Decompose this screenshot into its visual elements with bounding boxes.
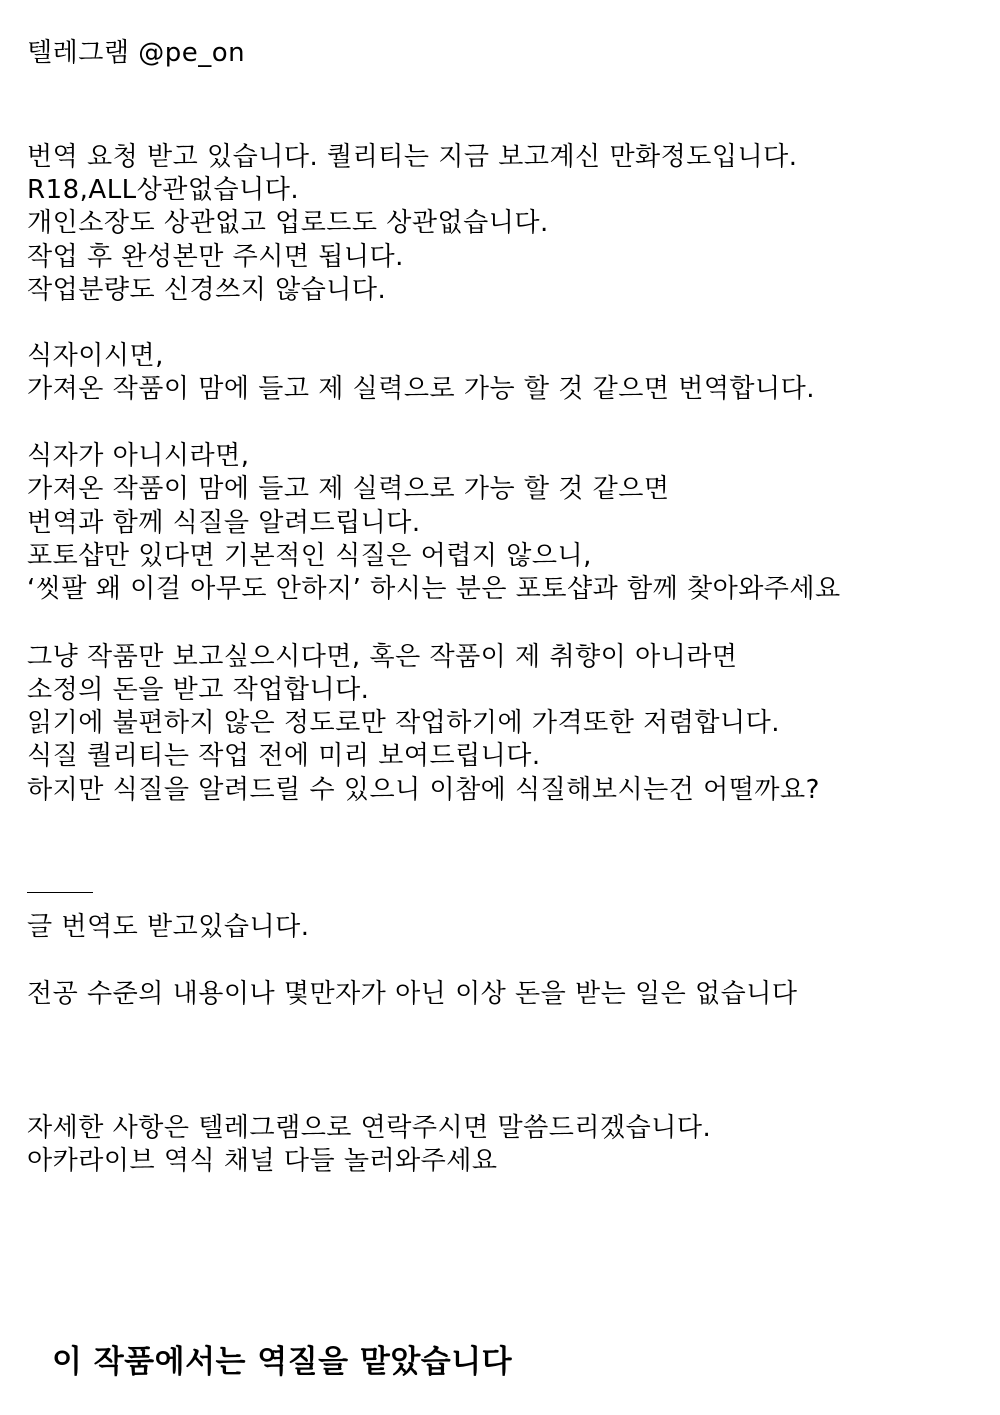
intro-line-5: 작업분량도 신경쓰지 않습니다. bbox=[27, 275, 387, 305]
paid-line-3: 읽기에 불편하지 않은 정도로만 작업하기에 가격또한 저렴합니다. bbox=[27, 708, 780, 738]
non-typesetter-line-2: 가져온 작품이 맘에 들고 제 실력으로 가능 할 것 같으면 bbox=[27, 474, 670, 504]
non-typesetter-line-5: ‘씻팔 왜 이걸 아무도 안하지’ 하시는 분은 포토샵과 함께 찾아와주세요 bbox=[27, 574, 841, 604]
non-typesetter-line-1: 식자가 아니시라면, bbox=[27, 441, 250, 471]
credit-footer: 이 작품에서는 역질을 맡았습니다 bbox=[52, 1344, 513, 1380]
text-translation-line-2: 전공 수준의 내용이나 몇만자가 아닌 이상 돈을 받는 일은 없습니다 bbox=[27, 979, 798, 1009]
non-typesetter-line-3: 번역과 함께 식질을 알려드립니다. bbox=[27, 508, 421, 538]
paid-line-4: 식질 퀄리티는 작업 전에 미리 보여드립니다. bbox=[27, 741, 541, 771]
intro-line-3: 개인소장도 상관없고 업로드도 상관없습니다. bbox=[27, 208, 549, 238]
text-translation-line-1: 글 번역도 받고있습니다. bbox=[27, 912, 310, 942]
contact-line-1: 자세한 사항은 텔레그램으로 연락주시면 말씀드리겠습니다. bbox=[27, 1113, 712, 1143]
intro-line-4: 작업 후 완성본만 주시면 됩니다. bbox=[27, 242, 404, 272]
non-typesetter-line-4: 포토샵만 있다면 기본적인 식질은 어렵지 않으니, bbox=[27, 541, 592, 571]
paid-line-5: 하지만 식질을 알려드릴 수 있으니 이참에 식질해보시는건 어떨까요? bbox=[27, 775, 820, 805]
paid-line-1: 그냥 작품만 보고싶으시다면, 혹은 작품이 제 취향이 아니라면 bbox=[27, 642, 738, 672]
section-divider bbox=[27, 892, 93, 893]
typesetter-line-2: 가져온 작품이 맘에 들고 제 실력으로 가능 할 것 같으면 번역합니다. bbox=[27, 374, 816, 404]
intro-line-2: R18,ALL상관없습니다. bbox=[27, 175, 300, 205]
telegram-handle: 텔레그램 @pe_on bbox=[27, 38, 246, 68]
paid-line-2: 소정의 돈을 받고 작업합니다. bbox=[27, 675, 370, 705]
typesetter-line-1: 식자이시면, bbox=[27, 341, 164, 371]
contact-line-2: 아카라이브 역식 채널 다들 놀러와주세요 bbox=[27, 1146, 498, 1176]
intro-line-1: 번역 요청 받고 있습니다. 퀄리티는 지금 보고계신 만화정도입니다. bbox=[27, 142, 798, 172]
